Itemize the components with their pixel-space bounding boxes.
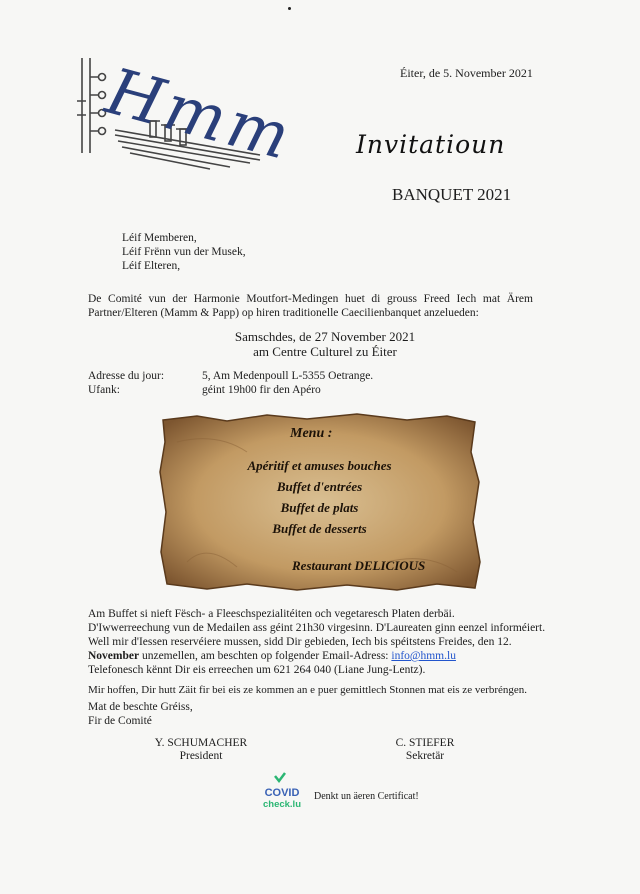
signature-name: Y. SCHUMACHER — [154, 737, 248, 749]
closing-line: Fir de Comité — [88, 715, 152, 727]
covidcheck-logo — [258, 772, 306, 812]
menu-item: Apéritif et amuses bouches — [247, 458, 392, 473]
body-paragraph — [88, 607, 546, 677]
salutation-line: Léif Frënn vun der Musek, — [122, 246, 246, 258]
body-line: Am Buffet si nieft Fësch- a Fleeschspezialitéiten och vegetaresch Platen derbäi. — [88, 608, 455, 620]
body-line: Telefonesch kënnt Dir eis erreechen um 621 264 040 (Liane Jung-Lentz). — [88, 664, 426, 676]
signature-president — [126, 737, 276, 763]
body-line: Well mir d'Iessen reservéiere mussen, sidd Dir gebieden, Iech bis spéitstens Freides, den 12. — [88, 636, 512, 648]
restaurant-name: Restaurant DELICIOUS — [292, 558, 426, 573]
covid-logo-top: COVID — [264, 787, 300, 799]
bold-november: November — [88, 650, 140, 662]
closing — [88, 700, 540, 728]
body-text: unzemellen, am beschten op folgender Email-Adress: — [139, 650, 392, 662]
closing-line: Mat de beschte Gréiss, — [88, 701, 193, 713]
invitation-title: Invitatioun — [356, 130, 506, 159]
banquet-heading: BANQUET 2021 — [392, 185, 512, 204]
menu-item: Buffet de desserts — [272, 521, 367, 536]
email-link[interactable]: info@hmm.lu — [391, 650, 456, 662]
address-label: Adresse du jour: — [88, 370, 165, 382]
event-date: Samschdes, de 27 November 2021 — [234, 329, 416, 344]
signature-role: Sekretär — [405, 750, 445, 762]
event-info — [200, 329, 450, 359]
menu-item: Buffet de plats — [280, 500, 359, 515]
certificate-reminder: Denkt un äeren Certificat! — [314, 791, 419, 802]
address-value: 5, Am Medenpoull L-5355 Oetrange. — [202, 370, 374, 382]
start-value: géint 19h00 fir den Apéro — [202, 384, 321, 396]
signature-secretary — [350, 737, 500, 763]
hope-line: Mir hoffen, Dir hutt Zäit fir bei eis ze kommen an e puer gemittlech Stonnen mat eis ze verbréngen. — [88, 684, 528, 696]
menu-item: Buffet d'entrées — [276, 479, 363, 494]
event-place: am Centre Culturel zu Éiter — [253, 344, 397, 359]
menu-title: Menu : — [290, 426, 333, 441]
body-line: D'Iwwerreechung vun de Medailen ass géint 21h30 virgesinn. D'Laureaten ginn eenzel informéiert. — [88, 622, 546, 634]
start-label: Ufank: — [88, 384, 120, 396]
letter-date: Éiter, de 5. November 2021 — [400, 66, 533, 80]
covid-logo-bottom: check.lu — [262, 799, 302, 810]
intro-paragraph: De Comité vun der Harmonie Moutfort-Medingen huet di grouss Freed Iech mat Ärem Partner/Elteren (Mamm & Papp) op hiren traditionelle Caecilienbanquet anzelueden: — [88, 293, 533, 319]
speck — [288, 7, 291, 10]
signature-name: C. STIEFER — [395, 737, 455, 749]
signature-role: President — [179, 750, 223, 762]
salutation — [122, 231, 246, 273]
salutation-line: Léif Elteren, — [122, 260, 181, 272]
salutation-line: Léif Memberen, — [122, 232, 197, 244]
body-line — [88, 649, 540, 663]
logo-text: Hmm — [98, 55, 301, 176]
